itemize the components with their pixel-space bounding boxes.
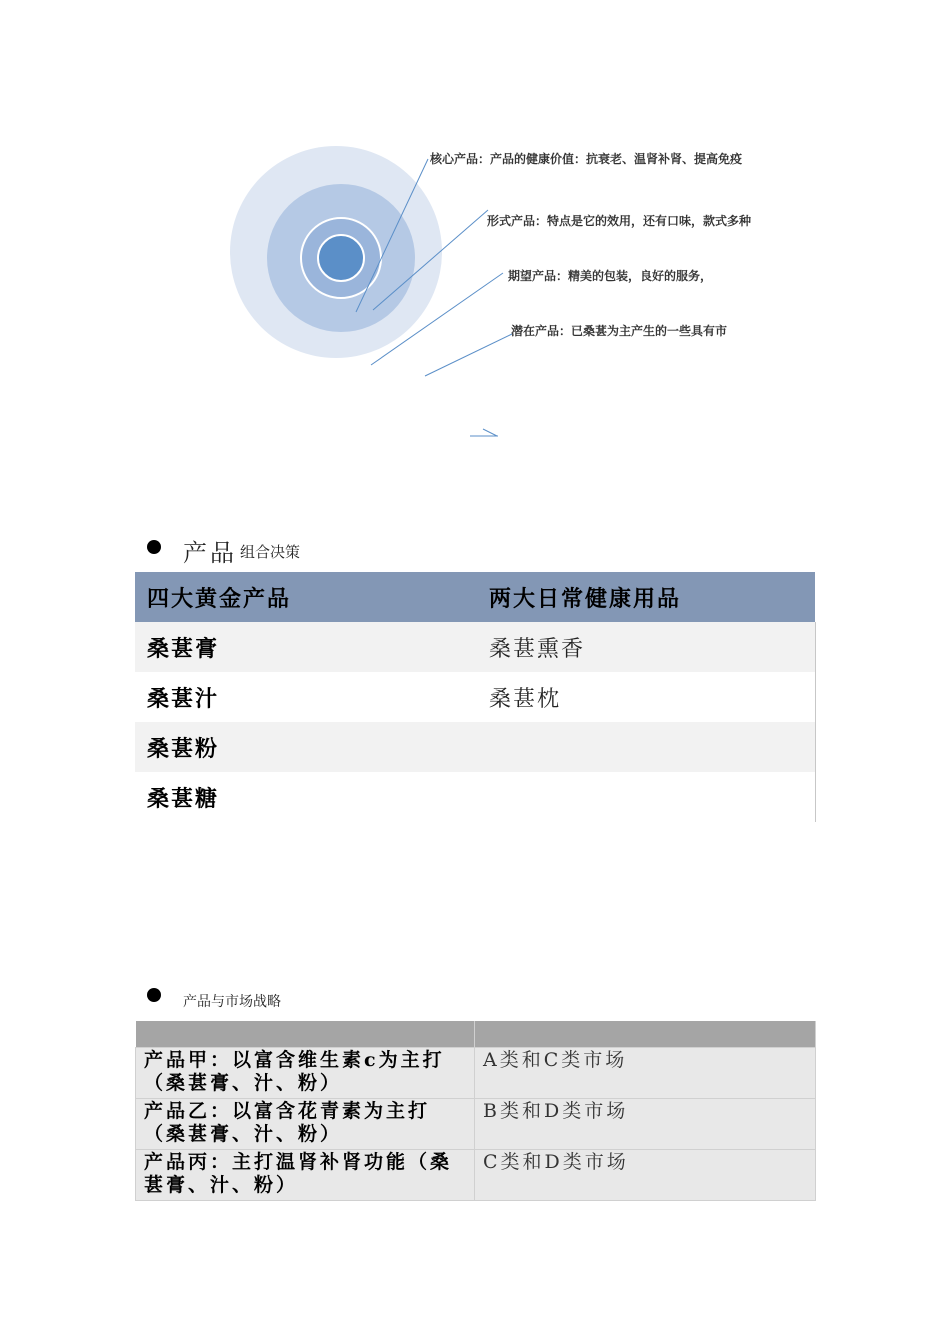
product-portfolio-table — [135, 572, 816, 822]
table-header-row — [136, 1021, 816, 1048]
leader-line-core — [356, 159, 428, 312]
section1-title-large: 产品 — [183, 539, 237, 567]
table-cell: 桑葚汁 — [147, 685, 220, 712]
table-header-cell — [475, 1021, 816, 1048]
potential-product-label: 潜在产品：已桑葚为主产生的一些具有市 — [511, 324, 728, 338]
leader-line-potential — [425, 334, 512, 376]
section1-title-small: 组合决策 — [240, 543, 301, 561]
table-row — [136, 1150, 816, 1201]
table-cell — [477, 772, 815, 822]
leader-line-stub — [483, 429, 497, 436]
table-header-cell: 四大黄金产品 — [135, 572, 477, 622]
table-cell: 产品乙：以富含花青素为主打（桑葚膏、汁、粉） — [136, 1099, 475, 1150]
table-row — [136, 1099, 816, 1150]
section2-title: 产品与市场战略 — [183, 994, 281, 1010]
table-header-cell — [136, 1021, 475, 1048]
table-row — [135, 722, 815, 772]
table-cell: C类和D类市场 — [475, 1150, 816, 1201]
product-levels-diagram — [225, 140, 785, 450]
form-product-label: 形式产品：特点是它的效用，还有口味，款式多种 — [487, 214, 752, 228]
table-row — [135, 672, 815, 722]
leader-line-expected — [371, 273, 503, 365]
bullet-icon — [147, 540, 161, 554]
table-cell: 产品丙：主打温肾补肾功能（桑葚膏、汁、粉） — [136, 1150, 475, 1201]
table-cell — [477, 722, 815, 772]
table-row — [136, 1048, 816, 1099]
expected-product-label: 期望产品：精美的包装，良好的服务， — [508, 269, 713, 283]
table-cell: 桑葚糖 — [147, 785, 220, 812]
table-cell: A类和C类市场 — [475, 1048, 816, 1099]
product-market-strategy-table — [135, 1021, 816, 1201]
table-row — [135, 622, 815, 672]
table-cell: 桑葚膏 — [135, 622, 477, 672]
leader-lines — [225, 140, 785, 450]
core-product-label: 核心产品：产品的健康价值：抗衰老、温肾补肾、提高免疫 — [430, 152, 743, 166]
table-cell: 桑葚枕 — [477, 672, 815, 722]
table-header-row — [135, 572, 815, 622]
table-cell: 桑葚熏香 — [477, 622, 815, 672]
table-header-cell: 两大日常健康用品 — [477, 572, 815, 622]
bullet-icon — [147, 988, 161, 1002]
table-cell: 桑葚粉 — [135, 722, 477, 772]
table-cell: B类和D类市场 — [475, 1099, 816, 1150]
table-cell: 产品甲：以富含维生素c为主打（桑葚膏、汁、粉） — [136, 1048, 475, 1099]
table-row — [135, 772, 815, 822]
